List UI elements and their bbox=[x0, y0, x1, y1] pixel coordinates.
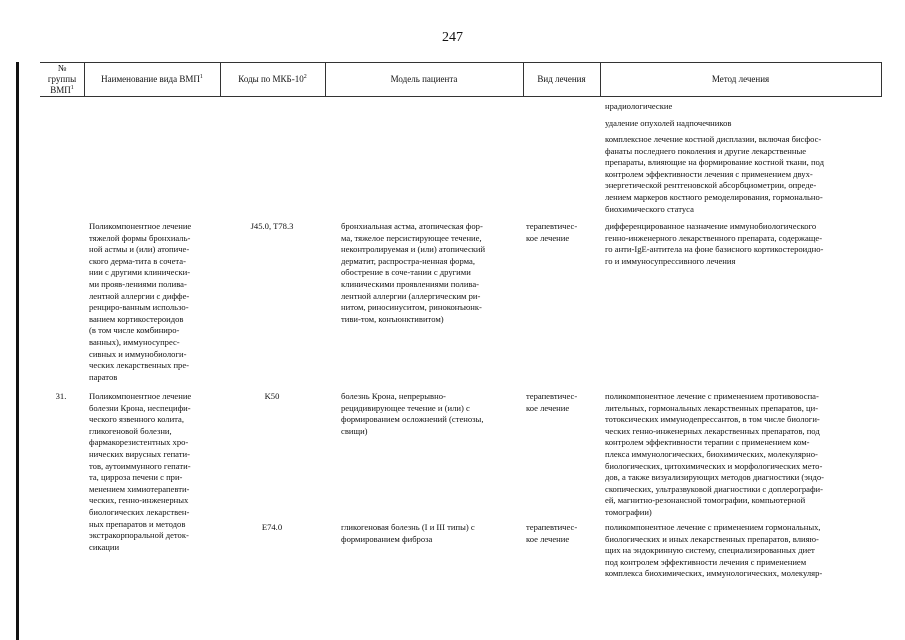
vmp-name-cell: Поликомпонентное лечение болезни Крона, неспецифи- ческого язвенного колита, гликогеновой болезни, фармакорезистентных хро- нических вирусных гепати- тов, аутоиммунного гепати- та, цирроза печени с при- менением химиотерапевти- ческих, генно-инженерных биологических лекарствен- ных препаратов и методов экстракорпоральной деток- сикации bbox=[89, 391, 192, 552]
method-text: нрадиологические bbox=[605, 101, 673, 111]
patient-model-cell: болезнь Крона, непрерывно- рецидивирующее течение и (или) с формированием осложнений (стенозы, свищи) bbox=[341, 391, 484, 436]
header-vmp-name: Наименование вида ВМП$^1$ bbox=[101, 73, 203, 84]
header-icd-codes: Коды по МКБ-$10^2$ bbox=[238, 73, 307, 84]
icd-code-cell: J45.0, T78.3 bbox=[250, 221, 294, 231]
group-number-cell: 31. bbox=[55, 391, 67, 401]
left-margin-rule bbox=[16, 62, 19, 640]
icd-code-cell: E74.0 bbox=[261, 522, 283, 532]
column-divider bbox=[881, 62, 882, 96]
method-text: комплексное лечение костной дисплазии, включая бисфос- фанаты последнего поколения и другие лекарственные препараты, влияющие на формирование костной ткани, под контролем эффективности лечения с применением двух- энергетической рентгеновской абсорбциометрии, опреде- лением маркеров костного ремоделирования, гормонально- биохимического статуса bbox=[605, 134, 824, 214]
header-patient-model: Модель пациента bbox=[390, 73, 458, 84]
header-treatment-method: Метод лечения bbox=[711, 73, 770, 84]
icd-code-cell: K50 bbox=[264, 391, 280, 401]
treatment-method-cell: поликомпонентное лечение с применением противовоспа- лительных, гормональных лекарственных препаратов, ци- тотоксических иммунодепрессантов, в том числе биологи- ческих генно-инженерных лекарственных препаратов, под контролем эффективности терапии с применением ком- плекса иммунологических, биохимических, молекулярно- биологических, цитохимических и морфологических мето- дов, а также визуализирующих методов диагностики (эндо- скопических, ультразвуковой диагностики с доплерографи- ей, магнитно-резонансной томографии, компьютерной томографии) bbox=[605, 391, 825, 517]
patient-model-cell: гликогеновая болезнь (I и III типы) с формированием фиброза bbox=[341, 522, 475, 544]
vmp-name-cell: Поликомпонентное лечение тяжелой формы бронхиаль- ной астмы и (или) атопиче- ского дерма-тита в сочета- нии с другими клинически- ми прояв-лениями полива- лентной аллергии с диффе- ренциро-ванным использо- ванием кортикостероидов (в том числе комбиниро- ванных), иммуносупрес- сивных и иммунобиологи- ческих лекарственных пре- паратов bbox=[89, 221, 192, 382]
method-text: удаление опухолей надпочечников bbox=[605, 118, 732, 128]
treatment-method-cell: дифференцированное назначение иммунобиологического генно-инженерного лекарственного препарата, содержаще- го анти-IgE-антитела на фоне базисного кортикостероидно- го и иммуносупрессивного лечения bbox=[605, 221, 824, 266]
treatment-type-cell: терапевтичес- кое лечение bbox=[526, 221, 578, 243]
treatment-type-cell: терапевтичес- кое лечение bbox=[526, 522, 578, 544]
treatment-type-cell: терапевтичес- кое лечение bbox=[526, 391, 578, 413]
page-number: 247 bbox=[442, 30, 463, 45]
patient-model-cell: бронхиальная астма, атопическая фор- ма, тяжелое персистирующее течение, неконтролируемая и (или) атопический дерматит, распростра-ненная форма, обострение в соче-тании с другими клиническими проявлениями полива- лентной аллергии (аллергическим ри- нитом, риносинуситом, риноконъюнк- тиви-том, конъюнктивитом) bbox=[341, 221, 486, 324]
header-group-number: № группы ВМП$^1$ bbox=[47, 62, 77, 95]
header-treatment-type: Вид лечения bbox=[537, 73, 586, 84]
treatment-method-cell: поликомпонентное лечение с применением гормональных, биологических и иных лекарственных препаратов, влияю- щих на эндокринную систему, специализированных диет под контролем эффективности лечения с применением комплекса биохимических, иммунологических, молекуляр- bbox=[605, 522, 823, 579]
header-bottom-border bbox=[40, 96, 882, 97]
